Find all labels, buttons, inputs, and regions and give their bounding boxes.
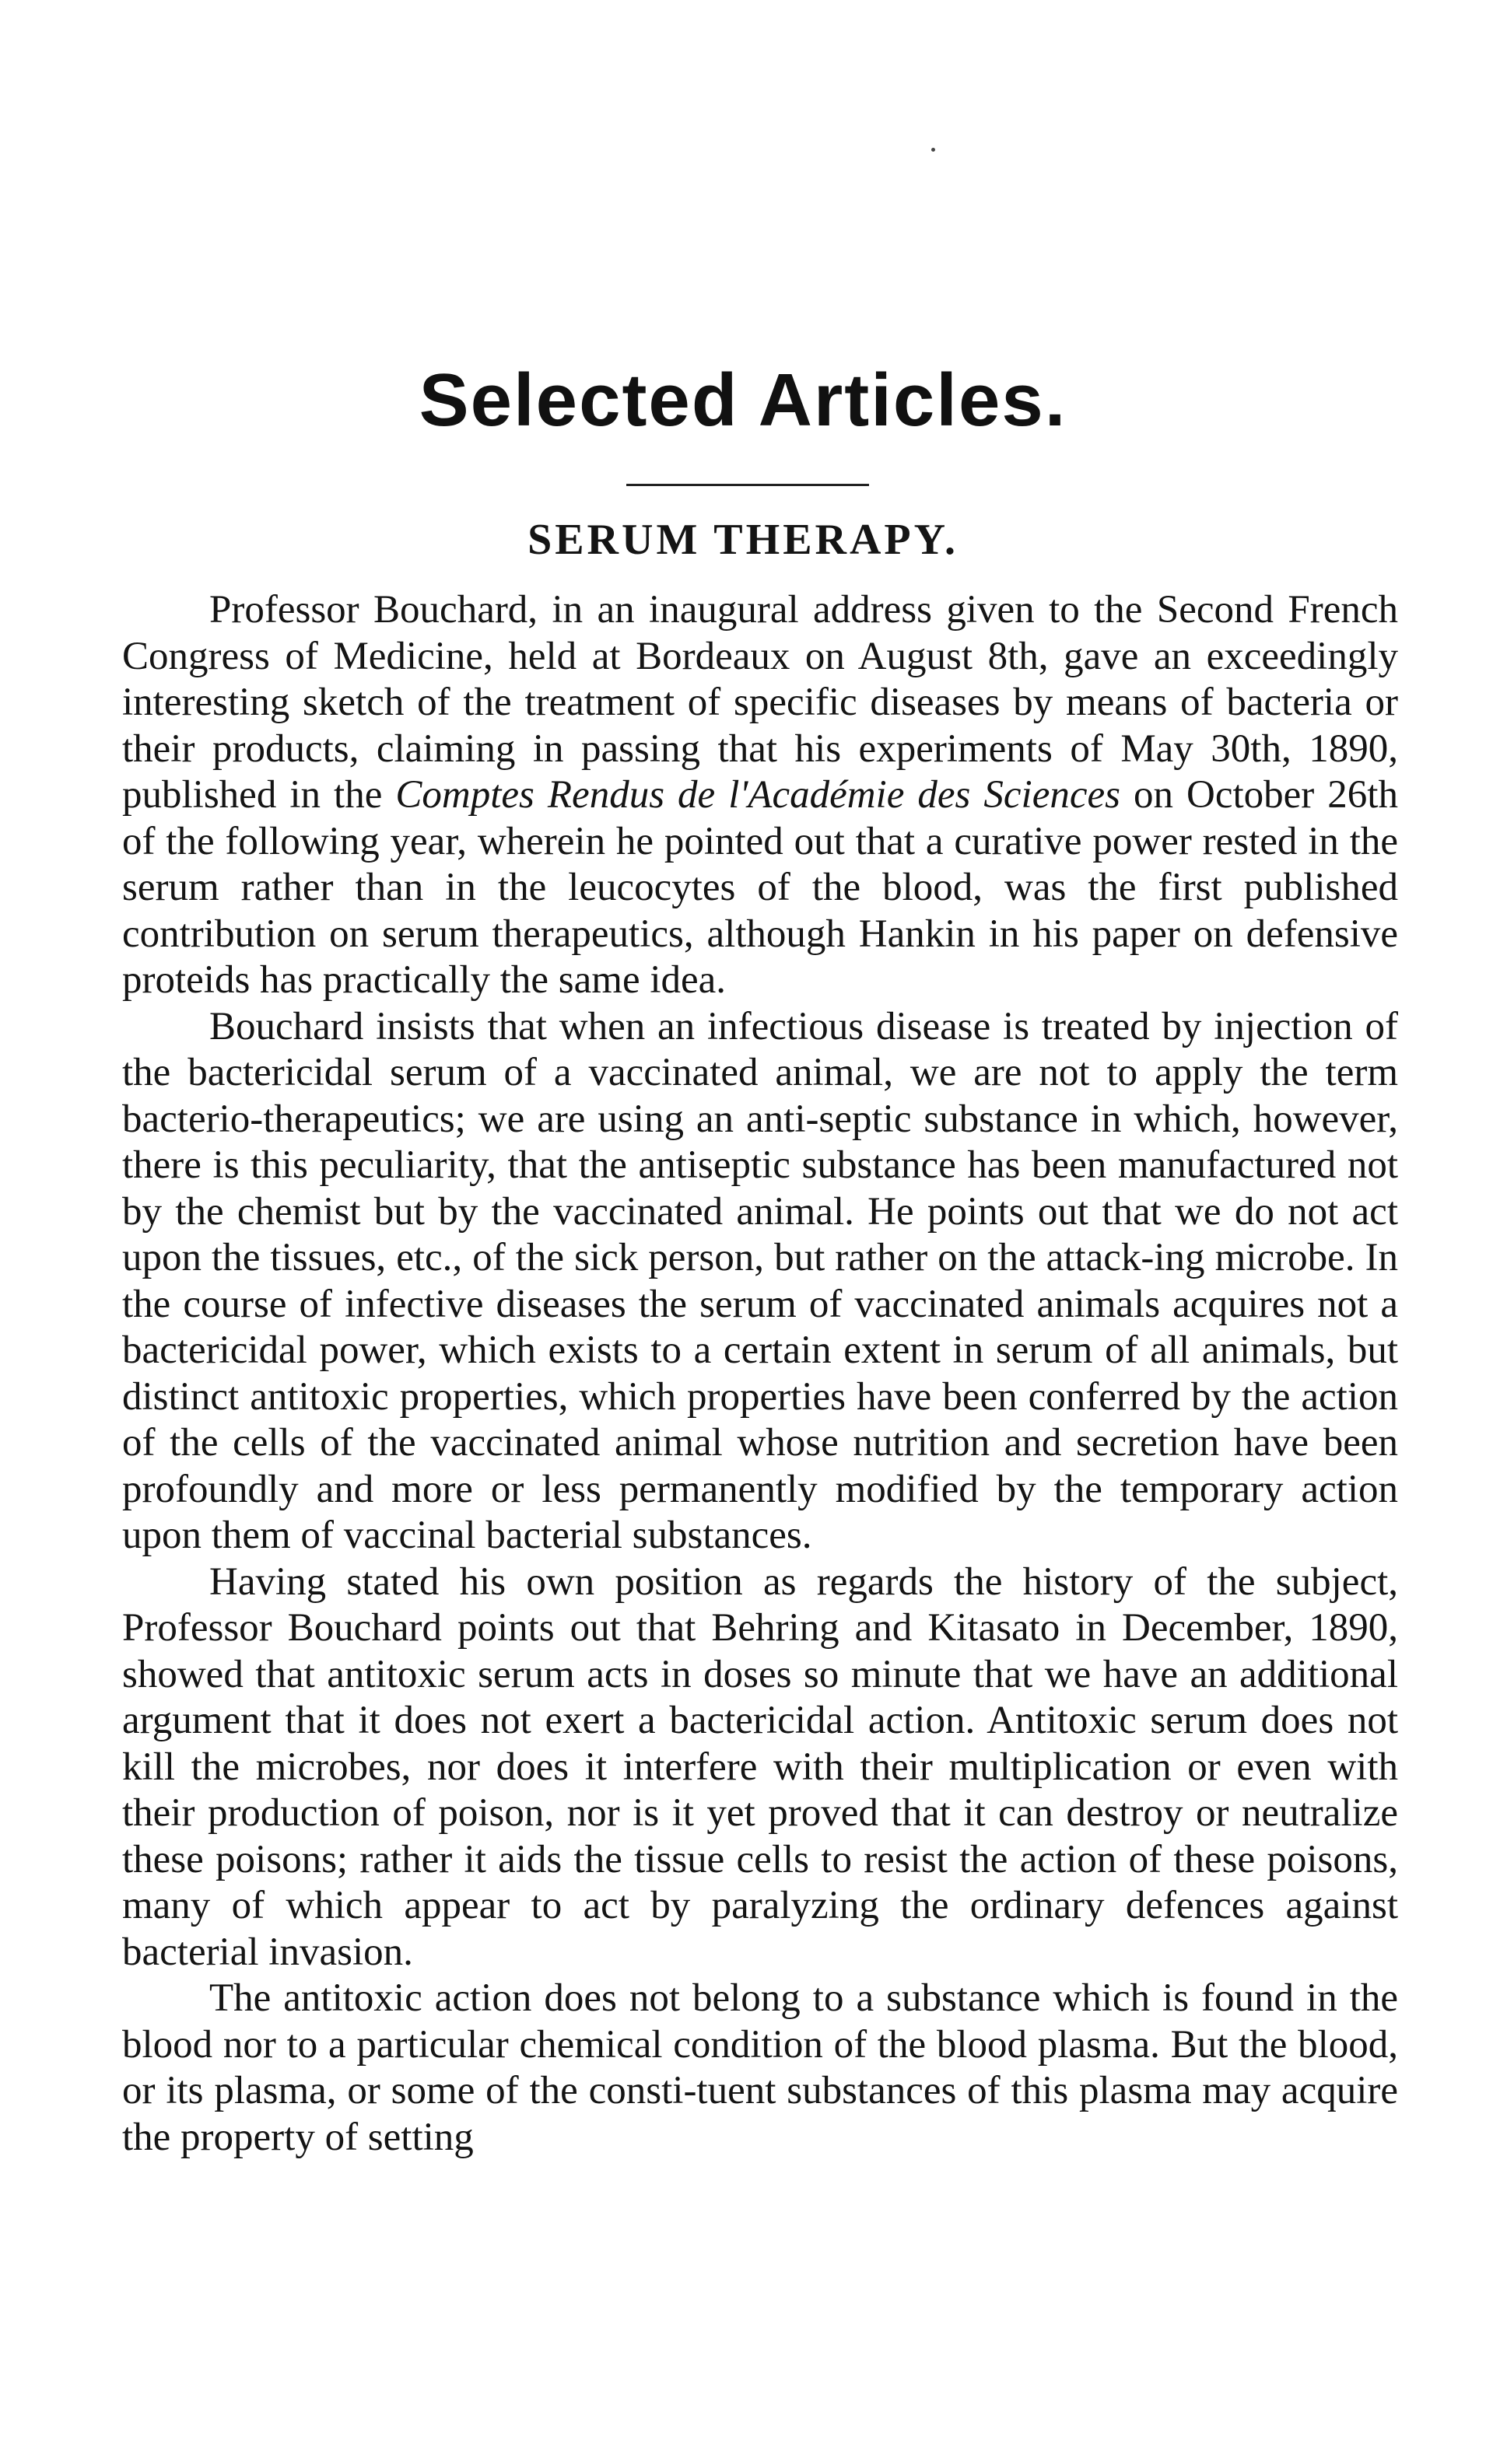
scan-speck bbox=[931, 148, 935, 152]
article-title: SERUM THERAPY. bbox=[527, 516, 959, 564]
section-title: Selected Articles. bbox=[419, 359, 1067, 442]
journal-title: Comptes Rendus de l'Académie des Sciences bbox=[395, 773, 1120, 817]
paragraph-4: The antitoxic action does not belong to a substance which is found in the blood nor to a particular chemical condition of the blood plasma. But the blood, or its plasma, or some of the consti-tuent substances of this plasma may acquire the property of setting bbox=[122, 1976, 1398, 2159]
paragraph-1 bbox=[122, 587, 1398, 1004]
article-body bbox=[122, 587, 1398, 2161]
paragraph-1-text-a: Professor Bouchard, in an inaugural address given to the Second French Congress of Medicine, held at Bordeaux on August 8th, gave an exceedingly interesting sketch of the treatment of specific diseases by means of bacteria or their products, claiming in passing that his experiments of May 30th, 1890, published in the bbox=[122, 588, 1398, 817]
title-divider bbox=[626, 484, 869, 486]
paragraph-2: Bouchard insists that when an infectious disease is treated by injection of the bactericidal serum of a vaccinated animal, we are not to apply the term bacterio-therapeutics; we are using an anti-septic substance in which, however, there is this peculiarity, that the antiseptic substance has been manufactured not by the chemist but by the vaccinated animal. He points out that we do not act upon the tissues, etc., of the sick person, but rather on the attack-ing microbe. In the course of infective diseases the serum of vaccinated animals acquires not a bactericidal power, which exists to a certain extent in serum of all animals, but distinct antitoxic properties, which properties have been conferred by the action of the cells of the vaccinated animal whose nutrition and secretion have been profoundly and more or less permanently modified by the temporary action upon them of vaccinal bacterial substances. bbox=[122, 1004, 1398, 1557]
paragraph-3: Having stated his own position as regards the history of the subject, Professor Bouchard points out that Behring and Kitasato in December, 1890, showed that antitoxic serum acts in doses so minute that we have an additional argument that it does not exert a bactericidal action. Antitoxic serum does not kill the microbes, nor does it interfere with their multiplication or even with their production of poison, nor is it yet proved that it can destroy or neutralize these poisons; rather it aids the tissue cells to resist the action of these poisons, many of which appear to act by paralyzing the ordinary defences against bacterial invasion. bbox=[122, 1559, 1398, 1974]
paragraph-1-text-b: on October 26th of the following year, wherein he pointed out that a curative power rested in the serum rather than in the leucocytes of the blood, was the first published contribution on serum therapeutics, although Hankin in his paper on defensive proteids has practically the same idea. bbox=[122, 773, 1398, 1002]
